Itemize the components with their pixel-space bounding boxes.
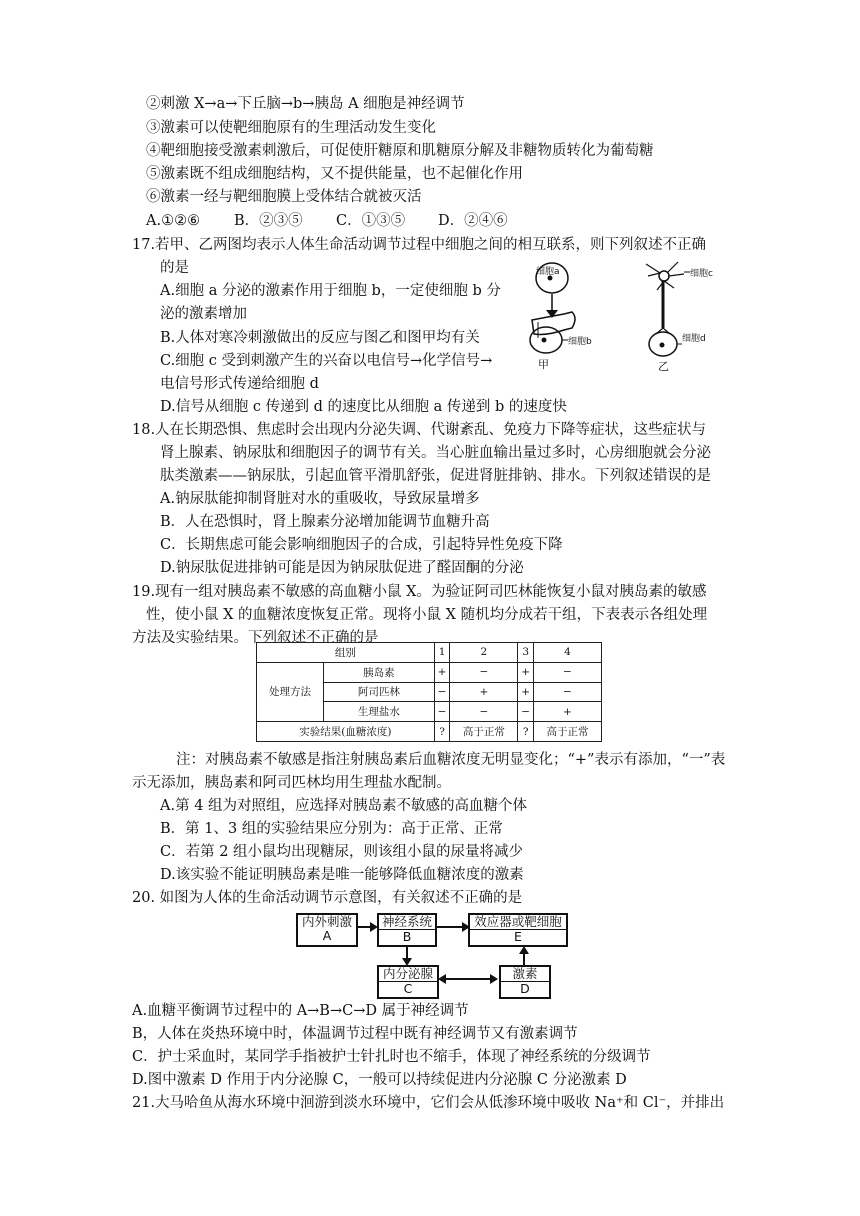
- table-method-label: 处理方法: [257, 662, 324, 721]
- q17-stem-line2: 的是: [160, 260, 189, 276]
- q17-stem-line1: 17.若甲、乙两图均表示人体生命活动调节过程中细胞之间的相互联系，则下列叙述不正确: [132, 237, 707, 253]
- table-cell: −: [434, 702, 450, 722]
- table-row-name: 胰岛素: [324, 662, 435, 682]
- table-cell: +: [434, 662, 450, 682]
- q20-option-d: D.图中激素 D 作用于内分泌腺 C，一般可以持续促进内分泌腺 C 分泌激素 D: [132, 1072, 627, 1088]
- q18-option-b: B．人在恐惧时，肾上腺素分泌增加能调节血糖升高: [160, 514, 490, 530]
- box-c-letter: C: [403, 981, 413, 996]
- q21-stem: 21.大马哈鱼从海水环境中洄游到淡水环境中，它们会从低渗环境中吸收 Na⁺和 Cl⁻，并排出: [132, 1095, 725, 1111]
- table-row-name: 生理盐水: [324, 702, 435, 722]
- q19-stem-line2: 性，使小鼠 X 的血糖浓度恢复正常。现将小鼠 X 随机均分成若干组，下表表示各组处理: [146, 607, 708, 623]
- box-e-letter: E: [514, 929, 522, 944]
- prev-item-5: ⑤激素既不组成细胞结构，又不提供能量，也不起催化作用: [146, 166, 523, 182]
- q17-figure: [512, 258, 732, 376]
- table-row-name: 阿司匹林: [324, 682, 435, 702]
- table-cell: +: [533, 702, 601, 722]
- table-cell: +: [518, 662, 534, 682]
- prev-option-b: B．②③⑤: [234, 213, 303, 229]
- q19-option-b: B．第 1、3 组的实验结果应分别为：高于正常、正常: [160, 821, 503, 837]
- box-d-letter: D: [520, 981, 530, 996]
- q19-stem-line1: 19.现有一组对胰岛素不敏感的高血糖小鼠 X。为验证阿司匹林能恢复小鼠对胰岛素的敏感: [132, 584, 707, 600]
- box-a-external-stimulus: [296, 913, 358, 947]
- q17-option-c: C.细胞 c 受到刺激产生的兴奋以电信号→化学信号→: [160, 353, 493, 369]
- box-b-name: 神经系统: [379, 915, 435, 930]
- table-cell: −: [450, 702, 518, 722]
- q19-option-d: D.该实验不能证明胰岛素是唯一能够降低血糖浓度的激素: [160, 867, 524, 883]
- q19-option-a: A.第 4 组为对照组，应选择对胰岛素不敏感的高血糖个体: [160, 798, 528, 814]
- label-yi: 乙: [658, 360, 669, 373]
- table-result: ?: [518, 722, 534, 742]
- q20-option-a: A.血糖平衡调节过程中的 A→B→C→D 属于神经调节: [132, 1003, 469, 1019]
- q18-option-c: C．长期焦虑可能会影响细胞因子的合成，引起特异性免疫下降: [160, 537, 563, 553]
- prev-option-a: A.①②⑥: [146, 213, 201, 229]
- q18-stem-line2: 肾上腺素、钠尿肽和细胞因子的调节有关。当心脏血输出量过多时，心房细胞就会分泌: [160, 445, 711, 461]
- q18-option-d: D.钠尿肽促进排钠可能是因为钠尿肽促进了醛固酮的分泌: [160, 560, 524, 576]
- q19-option-c: C．若第 2 组小鼠均出现糖尿，则该组小鼠的尿量将减少: [160, 844, 524, 860]
- prev-item-4: ④靶细胞接受激素刺激后，可促使肝糖原和肌糖原分解及非糖物质转化为葡萄糖: [146, 143, 654, 159]
- box-c-endocrine-gland: [377, 965, 439, 999]
- cell-d-label: 细胞d: [682, 334, 706, 344]
- q20-option-c: C．护士采血时，某同学手指被护士针扎时也不缩手，体现了神经系统的分级调节: [132, 1049, 651, 1065]
- q20-stem: 20. 如图为人体的生命活动调节示意图，有关叙述不正确的是: [132, 890, 523, 906]
- table-result: ?: [434, 722, 450, 742]
- table-group-4: 4: [533, 643, 601, 663]
- cell-c-shape: [659, 271, 669, 281]
- box-b-nervous-system: [377, 913, 437, 947]
- prev-option-c: C．①③⑤: [336, 213, 406, 229]
- table-cell: −: [533, 682, 601, 702]
- table-group-2: 2: [450, 643, 518, 663]
- prev-item-6: ⑥激素一经与靶细胞膜上受体结合就被灭活: [146, 189, 422, 205]
- q17-option-a-cont: 泌的激素增加: [160, 306, 247, 322]
- cell-a-label: 细胞a: [536, 267, 560, 277]
- q19-note-line1: 注：对胰岛素不敏感是指注射胰岛素后血糖浓度无明显变化；“+”表示有添加，“一”表: [176, 752, 726, 768]
- table-group-1: 1: [434, 643, 450, 663]
- table-cell: +: [518, 682, 534, 702]
- cell-c-label: 细胞c: [690, 269, 713, 279]
- box-e-name: 效应器或靶细胞: [470, 915, 566, 930]
- q19-note-line2: 示无添加，胰岛素和阿司匹林均用生理盐水配制。: [132, 775, 451, 791]
- table-header-group: 组别: [257, 643, 435, 663]
- table-cell: −: [518, 702, 534, 722]
- box-d-name: 激素: [501, 967, 549, 982]
- q20-option-b: B，人体在炎热环境中时，体温调节过程中既有神经调节又有激素调节: [132, 1026, 578, 1042]
- table-cell: −: [450, 662, 518, 682]
- box-a-letter: A: [322, 928, 332, 943]
- table-cell: −: [533, 662, 601, 682]
- box-c-name: 内分泌腺: [379, 967, 437, 982]
- table-result-label: 实验结果(血糖浓度): [257, 722, 435, 742]
- q18-stem-line1: 18.人在长期恐惧、焦虑时会出现内分泌失调、代谢紊乱、免疫力下降等症状，这些症状与: [132, 422, 707, 438]
- q17-option-a: A.细胞 a 分泌的激素作用于细胞 b，一定使细胞 b 分: [160, 283, 501, 299]
- box-e-effector: [468, 913, 568, 947]
- table-cell: +: [450, 682, 518, 702]
- table-cell: −: [434, 682, 450, 702]
- box-d-hormone: [499, 965, 551, 999]
- q18-option-a: A.钠尿肽能抑制肾脏对水的重吸收，导致尿量增多: [160, 491, 480, 507]
- table-result: 高于正常: [450, 722, 518, 742]
- prev-item-2: ②刺激 X→a→下丘脑→b→胰岛 A 细胞是神经调节: [146, 96, 465, 112]
- prev-item-3: ③激素可以使靶细胞原有的生理活动发生变化: [146, 120, 436, 136]
- q18-stem-line3: 肽类激素——钠尿肽，引起血管平滑肌舒张，促进肾脏排钠、排水。下列叙述错误的是: [160, 468, 711, 484]
- table-result: 高于正常: [533, 722, 601, 742]
- box-a-name: 内外刺激: [301, 914, 352, 929]
- label-jia: 甲: [538, 358, 549, 371]
- q17-option-d: D.信号从细胞 c 传递到 d 的速度比从细胞 a 传递到 b 的速度快: [160, 399, 567, 415]
- box-b-letter: B: [402, 929, 412, 944]
- q19-stem-line3: 方法及实验结果。下列叙述不正确的是: [132, 630, 379, 646]
- prev-option-d: D．②④⑥: [438, 213, 508, 229]
- q17-option-c-cont: 电信号形式传递给细胞 d: [160, 376, 319, 392]
- q19-table: [256, 642, 602, 742]
- cell-b-label: 细胞b: [568, 337, 592, 347]
- table-group-3: 3: [518, 643, 534, 663]
- q17-option-b: B.人体对寒冷刺激做出的反应与图乙和图甲均有关: [160, 330, 480, 346]
